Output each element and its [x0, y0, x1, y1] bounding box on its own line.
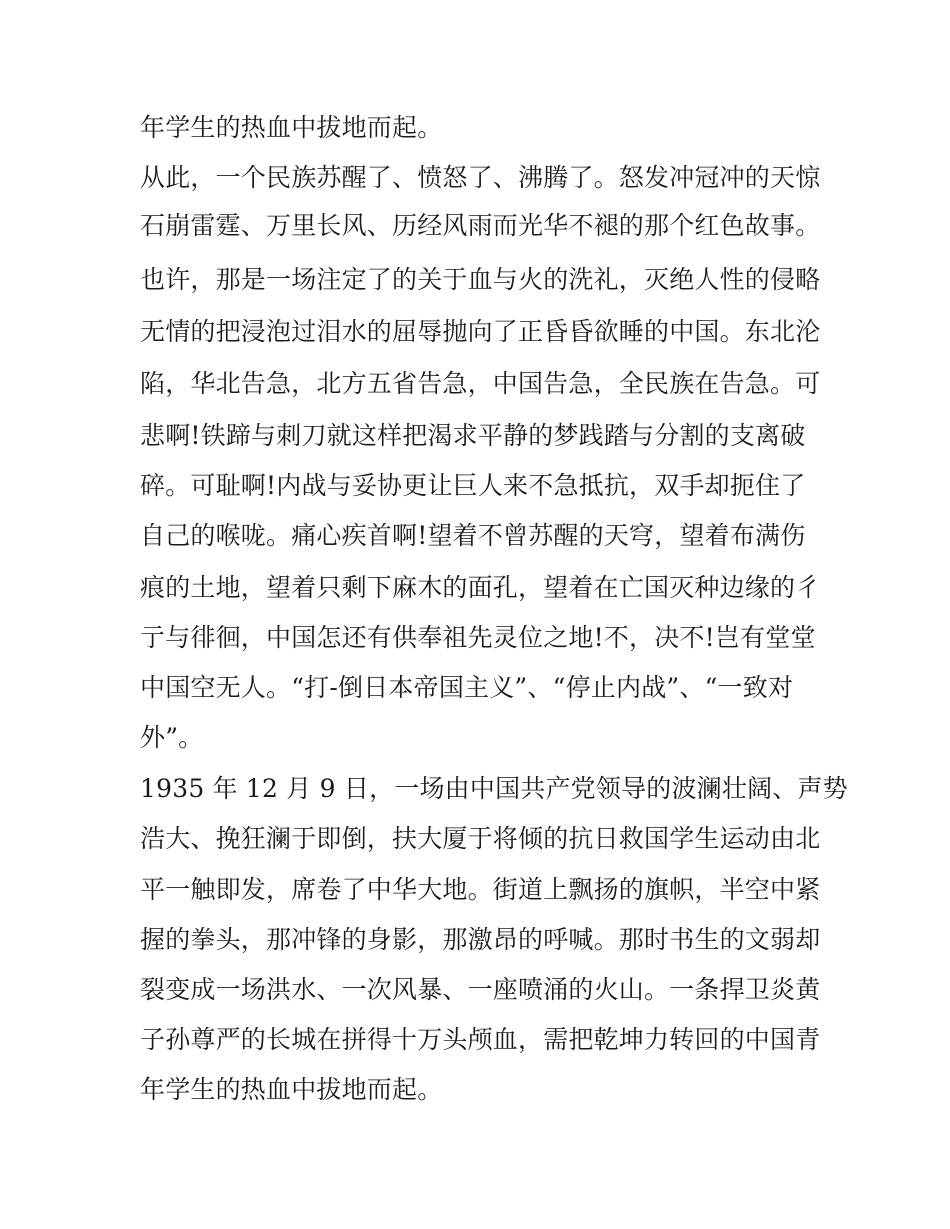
text-line: 石崩雷霆、万里长风、历经风雨而光华不褪的那个红色故事。 — [140, 211, 821, 240]
text-line: 裂变成一场洪水、一次风暴、一座喷涌的火山。一条捍卫炎黄 — [140, 975, 821, 1004]
text-line: 外”。 — [140, 723, 204, 752]
text-line: 年学生的热血中拔地而起。 — [140, 113, 443, 142]
text-line: 子孙尊严的长城在拼得十万头颅血，需把乾坤力转回的中国青 — [140, 1025, 821, 1054]
text-line: 悲啊!铁蹄与刺刀就这样把渴求平静的梦践踏与分割的支离破 — [140, 421, 806, 450]
text-line: 年学生的热血中拔地而起。 — [140, 1075, 443, 1104]
text-line: 平一触即发，席卷了中华大地。街道上飘扬的旗帜，半空中紧 — [140, 875, 821, 904]
text-line: 握的拳头，那冲锋的身影，那激昂的呼喊。那时书生的文弱却 — [140, 925, 821, 954]
text-line: 陷，华北告急，北方五省告急，中国告急，全民族在告急。可 — [140, 369, 821, 398]
text-line: 亍与徘徊，中国怎还有供奉祖先灵位之地!不，决不!岂有堂堂 — [140, 623, 816, 652]
text-line: 1935 年 12 月 9 日，一场由中国共产党领导的波澜壮阔、声势 — [140, 774, 848, 803]
text-line: 浩大、挽狂澜于即倒，扶大厦于将倾的抗日救国学生运动由北 — [140, 824, 821, 853]
text-line: 中国空无人。“打-倒日本帝国主义”、“停止内战”、“一致对 — [140, 673, 794, 702]
text-line: 从此，一个民族苏醒了、愤怒了、沸腾了。怒发冲冠冲的天惊 — [140, 163, 821, 192]
text-line: 也许，那是一场注定了的关于血与火的洗礼，灭绝人性的侵略 — [140, 265, 821, 294]
text-line: 碎。可耻啊!内战与妥协更让巨人来不急抵抗，双手却扼住了 — [140, 471, 806, 500]
text-line: 无情的把浸泡过泪水的屈辱抛向了正昏昏欲睡的中国。东北沦 — [140, 317, 821, 346]
text-line: 痕的土地，望着只剩下麻木的面孔，望着在亡国灭种边缘的彳 — [140, 573, 821, 602]
text-line: 自己的喉咙。痛心疾首啊!望着不曾苏醒的天穹，望着布满伤 — [140, 521, 806, 550]
